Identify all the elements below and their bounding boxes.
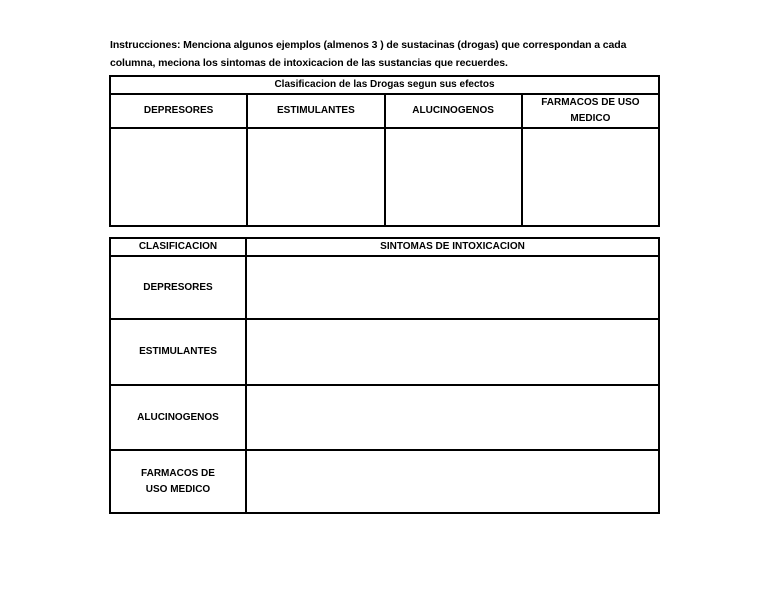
answer-cell-farmacos[interactable]: [522, 128, 659, 226]
header-sintomas: SINTOMAS DE INTOXICACION: [246, 238, 659, 256]
instructions-line-2: columna, meciona los sintomas de intoxicacion de las sustancias que recuerdes.: [110, 57, 508, 69]
row-label-estimulantes: ESTIMULANTES: [110, 319, 246, 385]
instructions-line-1: Instrucciones: Menciona algunos ejemplos (almenos 3 ) de sustacinas (drogas) que correspondan a cada: [110, 39, 627, 51]
symptoms-cell-depresores[interactable]: [246, 256, 659, 319]
answer-cell-estimulantes[interactable]: [247, 128, 384, 226]
table-title: Clasificacion de las Drogas segun sus efectos: [110, 76, 659, 94]
drug-classification-table: [109, 75, 660, 227]
symptoms-cell-estimulantes[interactable]: [246, 319, 659, 385]
header-depresores: DEPRESORES: [110, 94, 247, 128]
header-alucinogenos: ALUCINOGENOS: [385, 94, 522, 128]
intoxication-symptoms-table: [109, 237, 660, 514]
row-label-depresores: DEPRESORES: [110, 256, 246, 319]
answer-cell-depresores[interactable]: [110, 128, 247, 226]
symptoms-cell-farmacos[interactable]: [246, 450, 659, 513]
row-label-farmacos: FARMACOS DE USO MEDICO: [110, 450, 246, 513]
row-label-alucinogenos: ALUCINOGENOS: [110, 385, 246, 450]
header-estimulantes: ESTIMULANTES: [247, 94, 384, 128]
symptoms-cell-alucinogenos[interactable]: [246, 385, 659, 450]
answer-cell-alucinogenos[interactable]: [385, 128, 522, 226]
header-clasificacion: CLASIFICACION: [110, 238, 246, 256]
instructions-text: [110, 36, 650, 72]
header-farmacos: FARMACOS DE USO MEDICO: [522, 94, 659, 128]
